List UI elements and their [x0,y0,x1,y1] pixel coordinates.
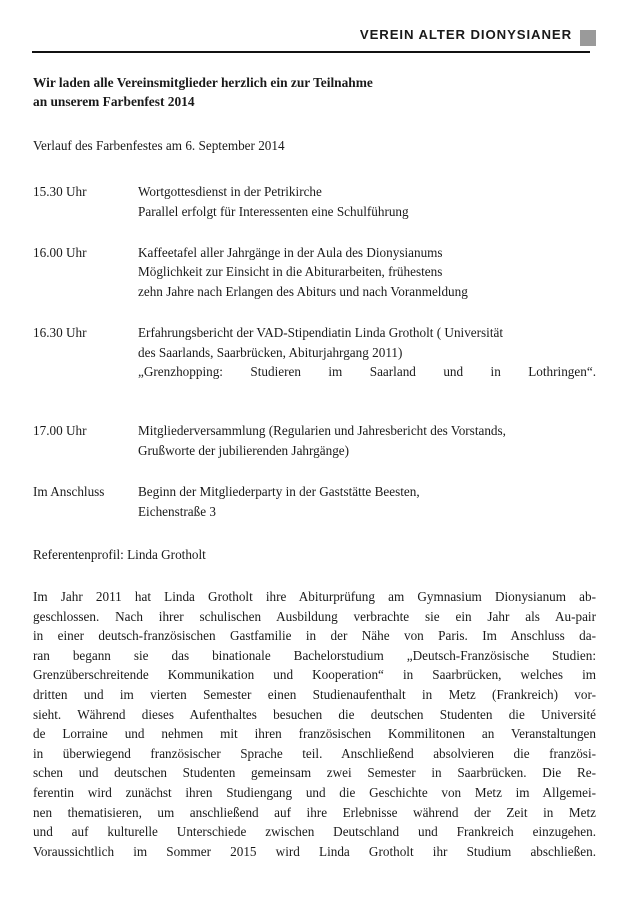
lead-heading [33,74,596,111]
schedule-time: 15.30 Uhr [33,184,87,200]
document-content [33,74,596,861]
schedule-line: Mitgliederversammlung (Regularien und Jahresbericht des Vorstands, [138,423,506,439]
schedule-time: Im Anschluss [33,484,105,500]
schedule-line: Grußworte der jubilierenden Jahrgänge) [138,442,350,458]
gray-square-marker-icon [580,30,596,46]
schedule-description [138,243,596,301]
intro-line: Verlauf des Farbenfestes am 6. September 2014 [33,138,285,154]
body-line: Grenzüberschreitende Kommunikation und Kooperation“ in Saarbrücken, welches im [33,667,596,683]
schedule-line: Eichenstraße 3 [138,503,216,519]
schedule-line: zehn Jahre nach Erlangen des Abiturs und nach Voranmeldung [138,283,468,299]
schedule-row [33,482,596,521]
schedule-line: Wortgottesdienst in der Petrikirche [138,184,322,200]
schedule-line: Beginn der Mitgliederparty in der Gaststätte Beesten, [138,484,420,500]
body-paragraph [33,587,596,861]
schedule-line: Erfahrungsbericht der VAD-Stipendiatin Linda Grotholt ( Universität [138,325,504,341]
body-line: Voraussichtlich im Sommer 2015 wird Linda Grotholt ihr Studium abschließen. [33,843,596,859]
schedule-line: Parallel erfolgt für Interessenten eine Schulführung [138,203,409,219]
body-line: in überwiegend französischer Sprache teil. Anschließend absolvieren die französi- [33,745,596,761]
schedule-description [138,482,596,521]
body-line: nen thematisieren, um anschließend auf ihre Erlebnisse während der Zeit in Metz [33,804,596,820]
body-line: und auf kulturelle Unterschiede zwischen Deutschland und Frankreich einzugehen. [33,824,596,840]
schedule-list [33,182,596,521]
body-line: de Lorraine und nehmen mit ihren französischen Kommilitonen an Veranstaltungen [33,726,596,742]
masthead-title: VEREIN ALTER DIONYSIANER [359,27,572,42]
body-line: sieht. Während dieses Aufenthaltes besuchen die deutschen Studenten die Université [33,706,596,722]
body-line: ferentin wird zunächst ihren Studiengang und die Geschichte von Metz im Allgemei- [33,785,596,800]
schedule-description [138,323,596,381]
schedule-time: 16.00 Uhr [33,245,87,260]
schedule-line: Möglichkeit zur Einsicht in die Abiturarbeiten, frühestens [138,264,443,280]
schedule-description [138,421,596,460]
lead-heading-line-1: Wir laden alle Vereinsmitglieder herzlich ein zur Teilnahme [33,75,373,90]
schedule-row [33,182,596,221]
body-line: schen und deutschen Studenten gemeinsam zwei Semester in Saarbrücken. Die Re- [33,765,596,781]
lead-heading-line-2: an unserem Farbenfest 2014 [33,93,195,109]
body-line: in einer deutsch-französischen Gastfamilie in der Nähe von Paris. Im Anschluss da- [33,628,596,644]
body-line: geschlossen. Nach ihrer schulischen Ausbildung verbrachte sie ein Jahr als Au-pair [33,608,596,624]
schedule-time: 16.30 Uhr [33,325,87,341]
body-line: Im Jahr 2011 hat Linda Grotholt ihre Abiturprüfung am Gymnasium Dionysianum ab- [33,589,596,605]
schedule-description [138,182,596,221]
schedule-row [33,243,596,301]
schedule-line-talk-title: „Grenzhopping: Studieren im Saarland und in Lothringen“. [138,364,596,380]
speaker-profile-heading: Referentenprofil: Linda Grotholt [33,547,206,563]
schedule-row [33,421,596,460]
schedule-line: Kaffeetafel aller Jahrgänge in der Aula des Dionysianums [138,245,443,260]
schedule-line: des Saarlands, Saarbrücken, Abiturjahrgang 2011) [138,344,403,360]
body-line: dritten und im vierten Semester einen Studienaufenthalt in Metz (Frankreich) vor- [33,687,596,703]
schedule-row [33,323,596,381]
header-rule-divider [32,51,590,53]
body-line: ran begann sie das binationale Bachelorstudium „Deutsch-Französische Studien: [33,647,596,663]
schedule-time: 17.00 Uhr [33,423,87,439]
